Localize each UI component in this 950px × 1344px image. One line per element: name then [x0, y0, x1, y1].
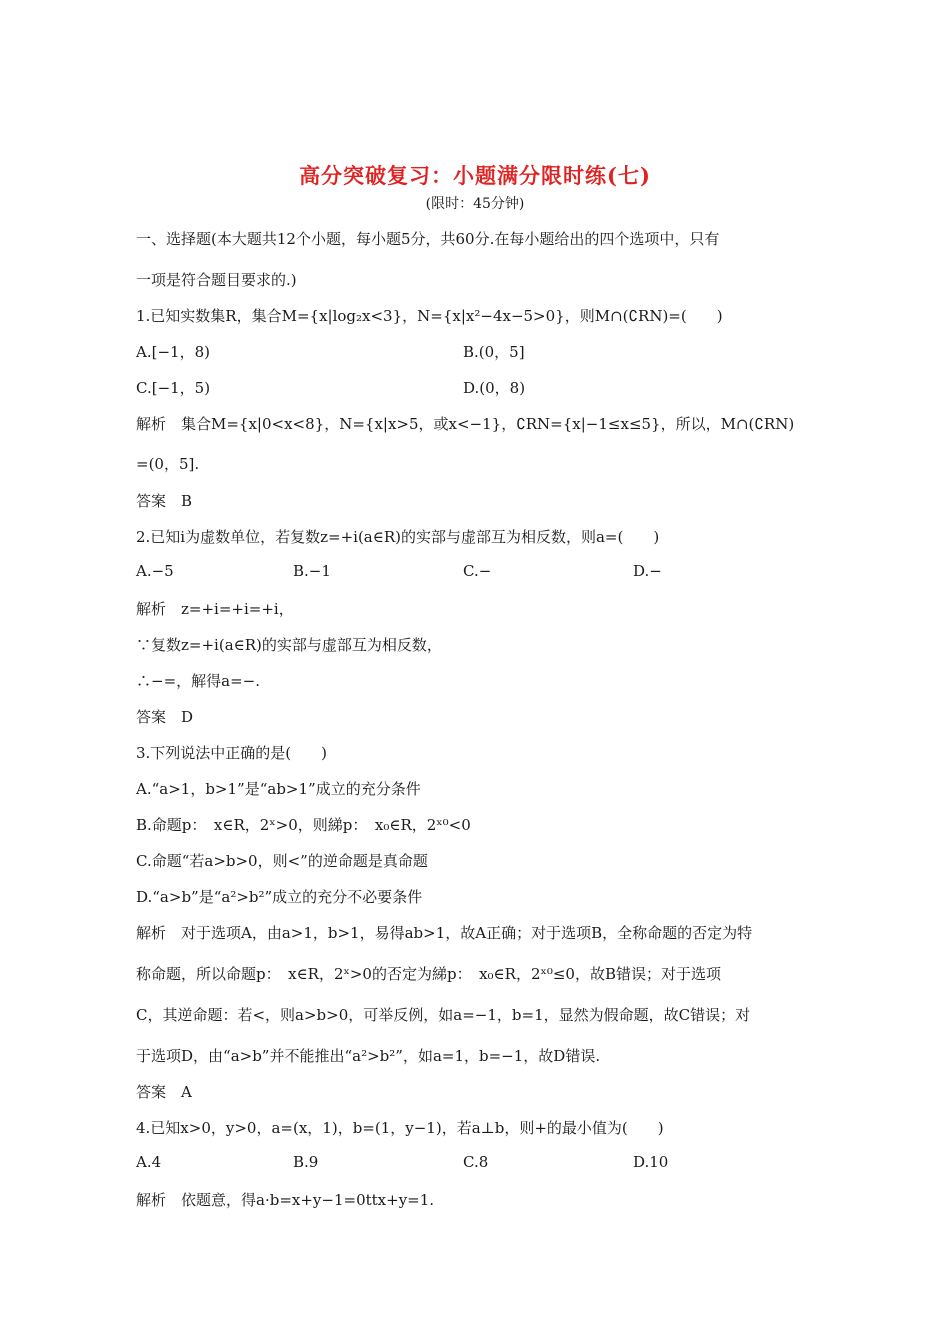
q4-option-c: C.8: [463, 1153, 489, 1171]
q3-option-c: C.命题“若a>b>0，则<”的逆命题是真命题: [136, 852, 428, 870]
q3-option-b: B.命题p： x∈R，2ˣ>0，则綈p： x₀∈R，2ˣ⁰<0: [136, 816, 471, 834]
question-2-stem: 2.已知i为虚数单位，若复数z=+i(a∈R)的实部与虚部互为相反数，则a=( ): [136, 528, 660, 546]
q2-option-b: B.−1: [293, 562, 331, 580]
q3-analysis-cont-2: C，其逆命题：若<，则a>b>0，可举反例，如a=−1，b=1，显然为假命题，故C错误；对: [136, 1006, 751, 1024]
q2-option-d: D.−: [633, 562, 662, 580]
section-instructions-cont: 一项是符合题目要求的.): [136, 271, 297, 289]
q1-answer: 答案 B: [136, 492, 193, 510]
q3-analysis-cont-3: 于选项D，由“a>b”并不能推出“a²>b²”，如a=1，b=−1，故D错误.: [136, 1047, 601, 1065]
q2-analysis-cont-2: ∴−=，解得a=−.: [136, 672, 260, 690]
q4-analysis: 解析 依题意，得a·b=x+y−1=0ttx+y=1.: [136, 1191, 435, 1209]
q1-analysis: 解析 集合M={x|0<x<8}，N={x|x>5，或x<−1}，∁RN={x|−1≤x≤5}，所以，M∩(∁RN): [136, 415, 795, 433]
q1-option-d: D.(0，8): [463, 379, 526, 397]
q2-option-a: A.−5: [136, 562, 174, 580]
q4-option-d: D.10: [633, 1153, 669, 1171]
q1-option-a: A.[−1，8): [136, 343, 210, 361]
q2-analysis: 解析 z=+i=+i=+i，: [136, 600, 294, 618]
q1-option-c: C.[−1，5): [136, 379, 211, 397]
question-3-stem: 3.下列说法中正确的是( ): [136, 744, 328, 762]
q3-answer: 答案 A: [136, 1083, 192, 1101]
q3-option-a: A.“a>1，b>1”是“ab>1”成立的充分条件: [136, 780, 421, 798]
q4-option-a: A.4: [136, 1153, 162, 1171]
q4-option-b: B.9: [293, 1153, 319, 1171]
q1-analysis-cont: =(0，5].: [136, 455, 200, 473]
time-limit: (限时：45分钟): [425, 196, 525, 212]
section-instructions: 一、选择题(本大题共12个小题，每小题5分，共60分.在每小题给出的四个选项中，只有: [136, 230, 720, 248]
question-1-stem: 1.已知实数集R，集合M={x|log₂x<3}，N={x|x²−4x−5>0}，则M∩(∁RN)=( ): [136, 307, 723, 325]
q2-analysis-cont: ∵复数z=+i(a∈R)的实部与虚部互为相反数，: [136, 636, 442, 654]
q3-analysis-cont: 称命题，所以命题p： x∈R，2ˣ>0的否定为綈p： x₀∈R，2ˣ⁰≤0，故B错误；对于选项: [136, 965, 721, 983]
page-title: 高分突破复习：小题满分限时练(七): [299, 163, 651, 188]
question-4-stem: 4.已知x>0，y>0，a=(x，1)，b=(1，y−1)，若a⊥b，则+的最小值为( ): [136, 1119, 664, 1137]
q2-option-c: C.−: [463, 562, 492, 580]
q3-option-d: D.“a>b”是“a²>b²”成立的充分不必要条件: [136, 888, 423, 906]
q2-answer: 答案 D: [136, 708, 194, 726]
q3-analysis: 解析 对于选项A，由a>1，b>1，易得ab>1，故A正确；对于选项B，全称命题的否定为特: [136, 924, 753, 942]
q1-option-b: B.(0，5]: [463, 343, 525, 361]
